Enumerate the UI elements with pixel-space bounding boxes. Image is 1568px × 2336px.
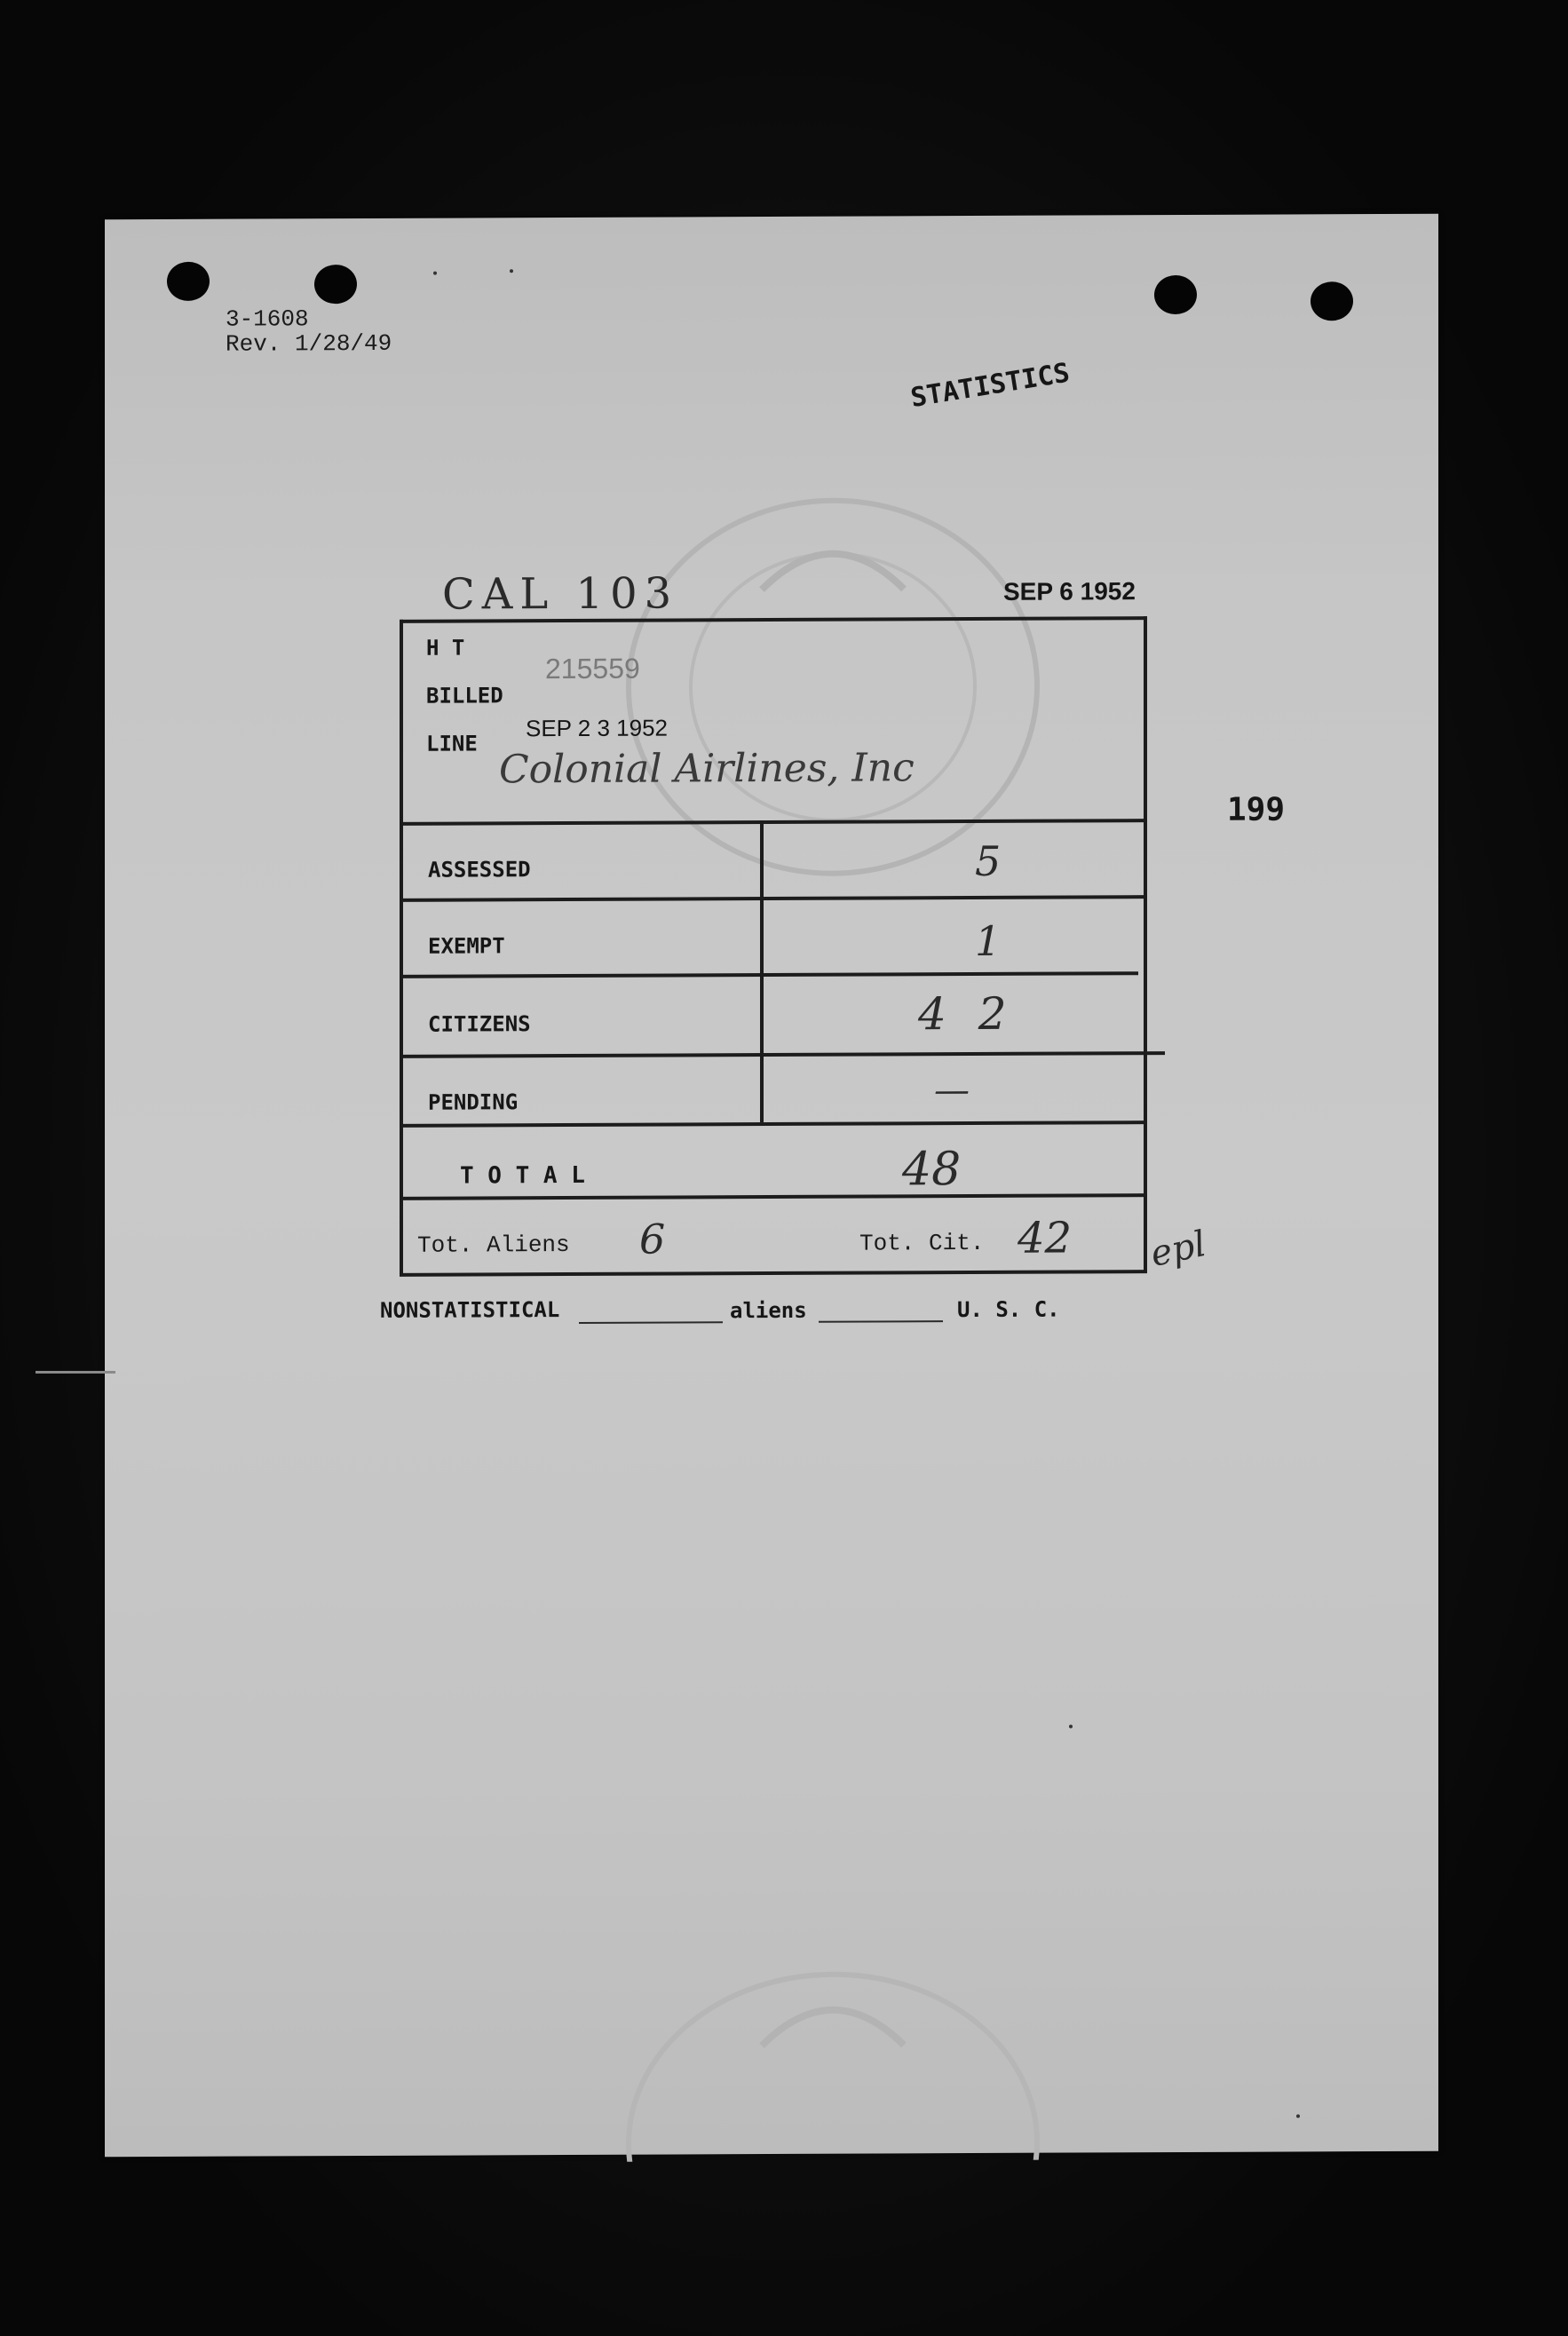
billed-date-stamp: SEP 2 3 1952 xyxy=(526,714,668,742)
box-right-line xyxy=(1144,616,1147,1271)
nonstatistical-label: NONSTATISTICAL xyxy=(380,1297,560,1323)
total-label: T O T A L xyxy=(460,1161,585,1190)
punch-hole-3 xyxy=(1154,275,1197,314)
punch-hole-1 xyxy=(167,262,210,301)
row-label-pending: PENDING xyxy=(428,1089,519,1115)
row-line-3 xyxy=(400,1051,1165,1058)
ht-number: 215559 xyxy=(545,652,640,685)
usc-label: U. S. C. xyxy=(957,1296,1060,1323)
row-value-assessed: 5 xyxy=(975,836,1002,886)
seal-watermark-bottom xyxy=(602,1965,1064,2162)
row-label-assessed: ASSESSED xyxy=(428,857,531,883)
tot-cit-value: 42 xyxy=(1018,1213,1073,1263)
speck xyxy=(1069,1725,1073,1729)
punch-hole-2 xyxy=(314,265,357,304)
row-value-citizens: 4 2 xyxy=(918,987,1016,1041)
form-number: 3-1608 xyxy=(226,305,309,333)
row-line-4 xyxy=(400,1120,1144,1128)
row-label-exempt: EXEMPT xyxy=(428,933,505,959)
row-label-citizens: CITIZENS xyxy=(428,1011,531,1037)
flight-handwritten: CAL 103 xyxy=(442,568,679,620)
statistics-stamp: STATISTICS xyxy=(908,357,1073,415)
row-line-1 xyxy=(400,895,1144,902)
total-value: 48 xyxy=(902,1143,962,1197)
box-left-line xyxy=(400,620,403,1275)
tot-aliens-label: Tot. Aliens xyxy=(417,1231,570,1259)
document-page xyxy=(105,214,1438,2158)
page-number: 199 xyxy=(1227,791,1286,828)
tot-cit-label: Tot. Cit. xyxy=(859,1229,985,1257)
total-bottom-line xyxy=(400,1193,1147,1200)
box-bottom-line xyxy=(400,1270,1147,1277)
speck xyxy=(1296,2114,1300,2118)
nonstatistical-fill-line-2 xyxy=(819,1320,943,1323)
punch-hole-4 xyxy=(1311,281,1353,321)
row-line-2 xyxy=(400,971,1138,978)
form-revision: Rev. 1/28/49 xyxy=(226,329,392,358)
ht-label: H T xyxy=(426,635,465,661)
line-label: LINE xyxy=(426,731,478,756)
line-value-handwritten: Colonial Airlines, Inc xyxy=(499,745,915,793)
aliens-label: aliens xyxy=(730,1297,807,1324)
billed-label: BILLED xyxy=(426,683,503,709)
scan-edge-mark xyxy=(36,1371,115,1374)
column-divider xyxy=(760,820,764,1122)
tot-aliens-value: 6 xyxy=(639,1215,666,1263)
speck xyxy=(510,269,513,273)
nonstatistical-fill-line-1 xyxy=(579,1321,723,1324)
initials-handwritten: epl xyxy=(1146,1223,1210,1276)
speck xyxy=(433,272,437,275)
row-value-pending: — xyxy=(934,1070,970,1112)
date-stamp: SEP 6 1952 xyxy=(1003,577,1136,606)
row-value-exempt: 1 xyxy=(975,916,1002,966)
seal-watermark-top xyxy=(602,482,1064,892)
